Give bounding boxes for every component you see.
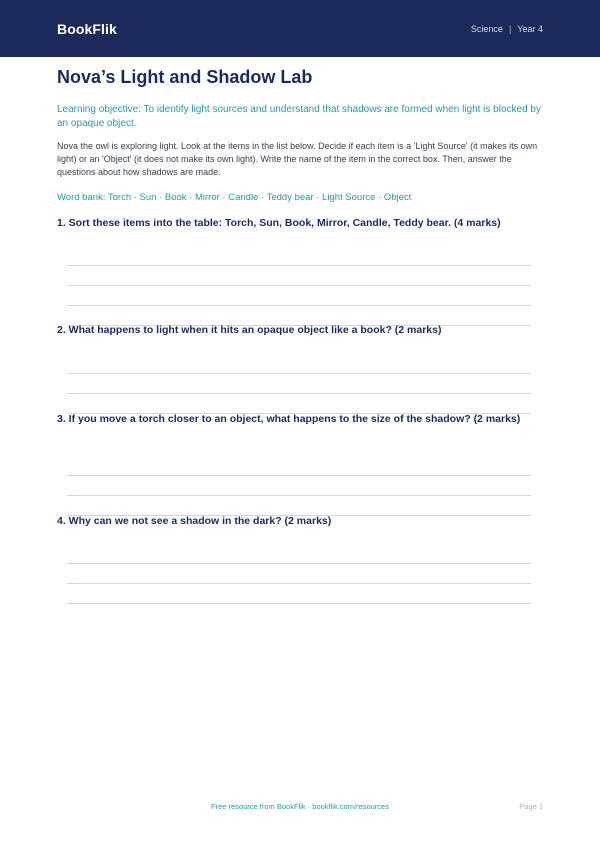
answer-line[interactable] [67, 373, 531, 374]
answer-line[interactable] [67, 475, 531, 476]
worksheet-intro [57, 66, 543, 204]
answer-line[interactable] [67, 563, 531, 564]
answer-line[interactable] [67, 265, 531, 266]
answer-line[interactable] [67, 583, 531, 584]
subject-label: Science [470, 23, 503, 34]
question-3: 3. If you move a torch closer to an object, what happens to the size of the shadow? (2 marks) [57, 413, 521, 425]
learning-objective: Learning objective: To identify light sources and understand that shadows are formed when light is blocked by an opaque object. [57, 104, 541, 129]
question-2: 2. What happens to light when it hits an opaque object like a book? (2 marks) [57, 324, 442, 336]
meta-separator: | [508, 23, 512, 34]
page-footer [0, 802, 600, 816]
word-bank: Word bank: Torch · Sun · Book · Mirror · Candle · Teddy bear · Light Source · Object [57, 191, 412, 203]
page-number: Page 1 [519, 802, 543, 811]
answer-line[interactable] [67, 285, 531, 286]
header-meta [471, 24, 543, 34]
header-bar [0, 0, 600, 57]
answer-line[interactable] [67, 495, 531, 496]
question-1: 1. Sort these items into the table: Torch, Sun, Book, Mirror, Candle, Teddy bear. (4 marks) [57, 217, 501, 229]
footer-credit: Free resource from BookFlik · bookflik.com/resources [211, 802, 389, 811]
year-label: Year 4 [517, 23, 543, 34]
page-title: Nova’s Light and Shadow Lab [57, 67, 313, 87]
question-4: 4. Why can we not see a shadow in the dark? (2 marks) [57, 515, 332, 527]
intro-paragraph: Nova the owl is exploring light. Look at the items in the list below. Decide if each item is a 'Light Source' (it makes its own light) or an 'Object' (it does not make its own light). Write the name of the item in the correct box. Then, answer the questions about how shadows are made. [57, 141, 538, 178]
answer-line[interactable] [67, 603, 531, 604]
brand-logo-text: BookFlik [57, 20, 117, 37]
answer-line[interactable] [67, 305, 531, 306]
answer-line[interactable] [67, 393, 531, 394]
